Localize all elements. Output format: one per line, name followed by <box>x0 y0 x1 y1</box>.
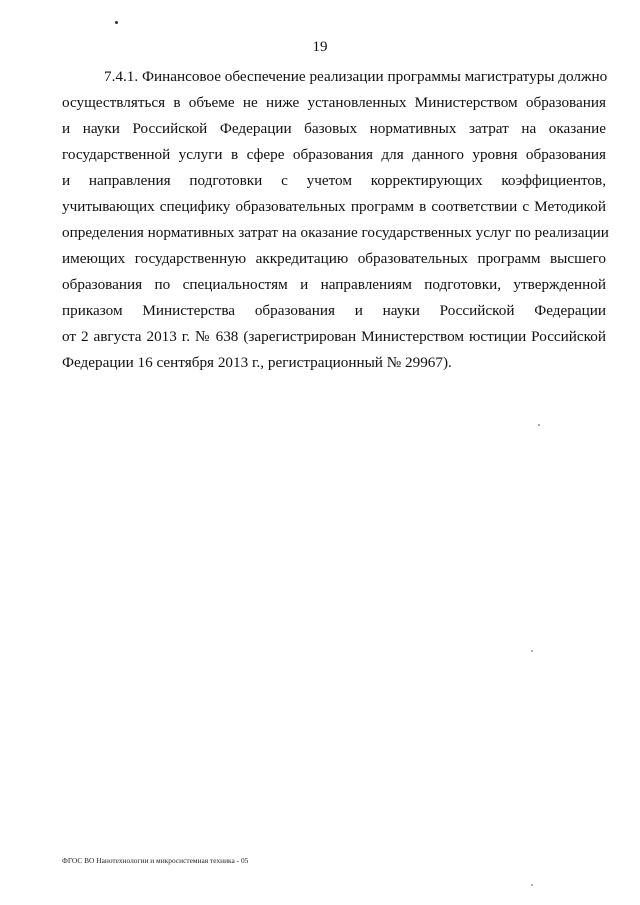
paragraph-line: учитывающих специфику образовательных программ в соответствии с Методикой <box>62 198 606 215</box>
paragraph-line: имеющих государственную аккредитацию образовательных программ высшего <box>62 250 606 267</box>
scan-speck <box>531 884 533 886</box>
paragraph-line: определения нормативных затрат на оказание государственных услуг по реализации <box>62 224 609 241</box>
paragraph-line: образования по специальностям и направлениям подготовки, утвержденной <box>62 276 606 293</box>
paragraph-line: и направления подготовки с учетом корректирующих коэффициентов, <box>62 172 606 189</box>
paragraph-line: Федерации 16 сентября 2013 г., регистрационный № 29967). <box>62 354 452 371</box>
paragraph-line: от 2 августа 2013 г. № 638 (зарегистрирован Министерством юстиции Российской <box>62 328 606 345</box>
scan-speck <box>538 424 540 426</box>
scan-speck <box>115 21 118 24</box>
page-number: 19 <box>312 39 328 55</box>
paragraph-line: государственной услуги в сфере образования для данного уровня образования <box>62 146 606 163</box>
paragraph-line: и науки Российской Федерации базовых нормативных затрат на оказание <box>62 120 606 137</box>
paragraph-line: 7.4.1. Финансовое обеспечение реализации программы магистратуры должно <box>104 68 608 85</box>
paragraph-line: осуществляться в объеме не ниже установленных Министерством образования <box>62 94 606 111</box>
paragraph-7-4-1 <box>62 64 609 376</box>
scan-speck <box>531 650 533 652</box>
paragraph-line: приказом Министерства образования и науки Российской Федерации <box>62 302 606 319</box>
document-footer: ФГОС ВО Нанотехнологии и микросистемная техника - 05 <box>62 856 249 865</box>
